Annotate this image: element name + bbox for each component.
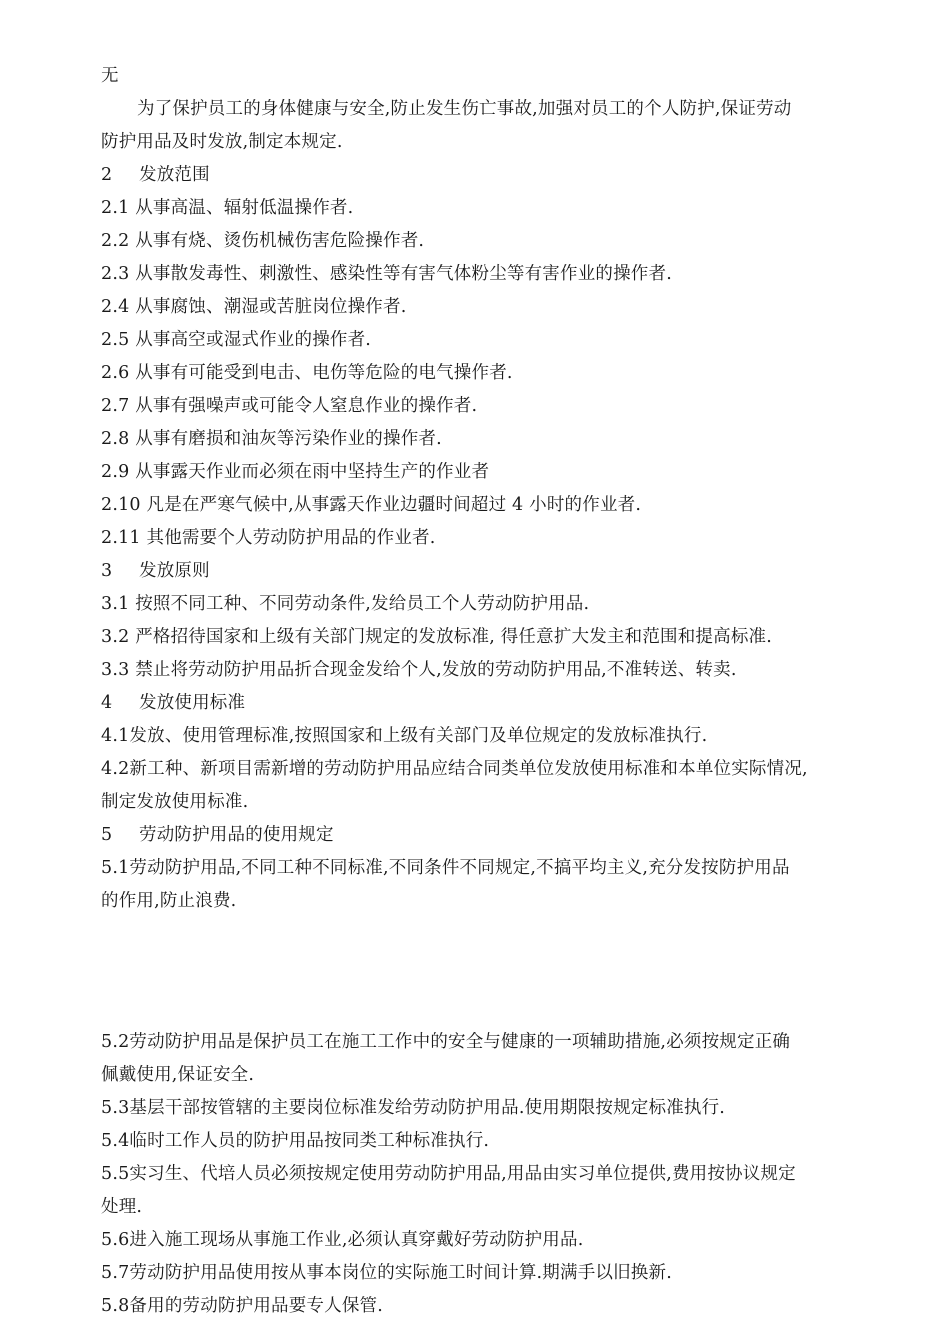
section-number: 3 [101,561,113,581]
section-heading [101,159,871,192]
clause-line: 3.1 按照不同工种、不同劳动条件,发给员工个人劳动防护用品. [101,594,590,614]
clause-line: 制定发放使用标准. [101,792,249,812]
clause-line: 2.5 从事高空或湿式作业的操作者. [101,330,372,350]
clause-line: 2.10 凡是在严寒气候中,从事露天作业边疆时间超过 4 小时的作业者. [101,495,642,515]
section-title: 发放原则 [139,561,210,581]
clause-line: 2.2 从事有烧、烫伤机械伤害危险操作者. [101,231,425,251]
header-mark: 无 [101,66,119,86]
clause-line: 5.4临时工作人员的防护用品按同类工种标准执行. [101,1131,490,1151]
clause-line: 2.9 从事露天作业而必须在雨中坚持生产的作业者 [101,462,490,482]
section-number: 4 [101,693,113,713]
clause-line: 5.1劳动防护用品,不同工种不同标准,不同条件不同规定,不搞平均主义,充分发按防护用品 [101,858,790,878]
section-title: 发放使用标准 [139,693,246,713]
clause-line: 5.2劳动防护用品是保护员工在施工工作中的安全与健康的一项辅助措施,必须按规定正确 [101,1032,791,1052]
clause-line: 2.8 从事有磨损和油灰等污染作业的操作者. [101,429,442,449]
section-number: 2 [101,165,113,185]
clause-line: 5.8备用的劳动防护用品要专人保管. [101,1296,383,1316]
section-heading [101,555,871,588]
clause-line: 4.1发放、使用管理标准,按照国家和上级有关部门及单位规定的发放标准执行. [101,726,708,746]
intro-line: 为了保护员工的身体健康与安全,防止发生伤亡事故,加强对员工的个人防护,保证劳动 [137,99,792,119]
clause-line: 5.5实习生、代培人员必须按规定使用劳动防护用品,用品由实习单位提供,费用按协议规定 [101,1164,796,1184]
section-heading [101,687,871,720]
clause-line: 5.6进入施工现场从事施工作业,必须认真穿戴好劳动防护用品. [101,1230,584,1250]
page-gap [101,918,871,1026]
clause-line: 2.6 从事有可能受到电击、电伤等危险的电气操作者. [101,363,513,383]
clause-line: 2.1 从事高温、辐射低温操作者. [101,198,354,218]
section-title: 发放范围 [139,165,210,185]
clause-line: 的作用,防止浪费. [101,891,237,911]
document-page [101,60,871,1323]
section-title: 劳动防护用品的使用规定 [139,825,334,845]
clause-line: 5.7劳动防护用品使用按从事本岗位的实际施工时间计算.期满手以旧换新. [101,1263,672,1283]
clause-line: 3.3 禁止将劳动防护用品折合现金发给个人,发放的劳动防护用品,不准转送、转卖. [101,660,737,680]
clause-line: 2.3 从事散发毒性、刺激性、感染性等有害气体粉尘等有害作业的操作者. [101,264,672,284]
clause-line: 5.3基层干部按管辖的主要岗位标准发给劳动防护用品.使用期限按规定标准执行. [101,1098,726,1118]
section-heading [101,819,871,852]
clause-line: 处理. [101,1197,143,1217]
clause-line: 佩戴使用,保证安全. [101,1065,255,1085]
clause-line: 4.2新工种、新项目需新增的劳动防护用品应结合同类单位发放使用标准和本单位实际情况, [101,759,808,779]
clause-line: 2.4 从事腐蚀、潮湿或苦脏岗位操作者. [101,297,407,317]
intro-line: 防护用品及时发放,制定本规定. [101,132,343,152]
section-number: 5 [101,825,113,845]
clause-line: 2.7 从事有强噪声或可能令人窒息作业的操作者. [101,396,478,416]
clause-line: 2.11 其他需要个人劳动防护用品的作业者. [101,528,436,548]
clause-line: 3.2 严格招待国家和上级有关部门规定的发放标准, 得任意扩大发主和范围和提高标准. [101,627,772,647]
